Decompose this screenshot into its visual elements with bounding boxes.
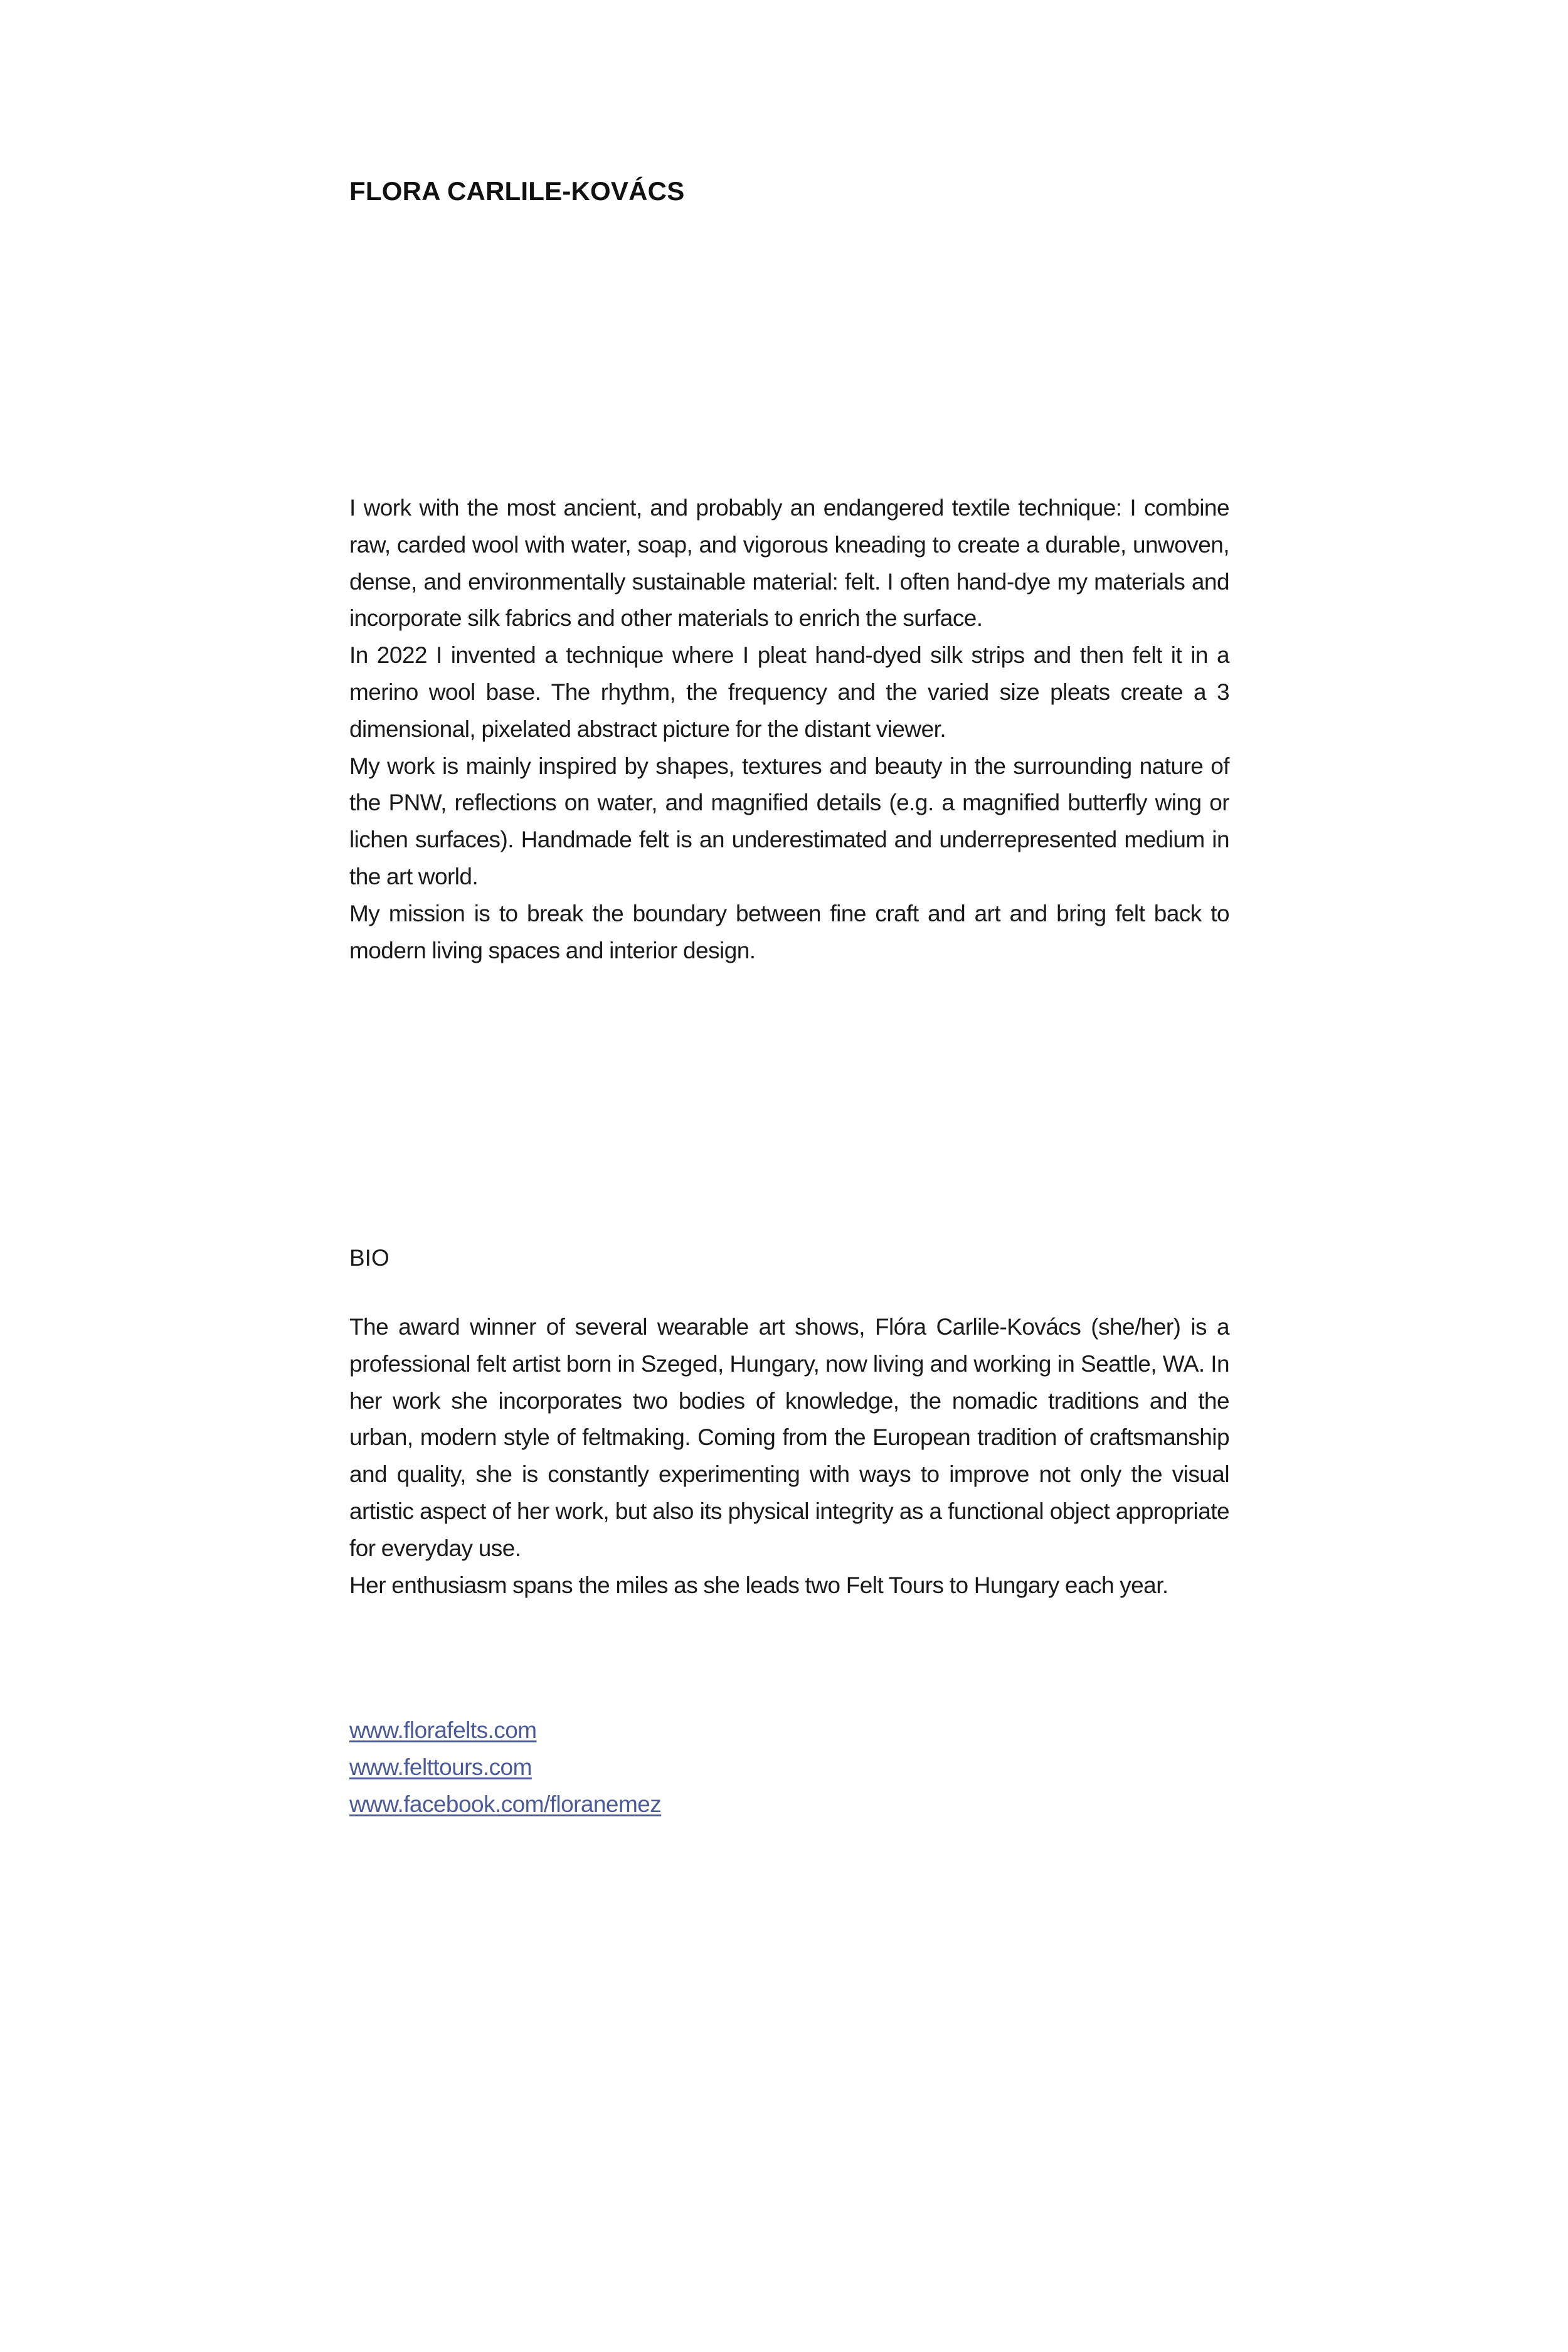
artist-statement	[349, 490, 1229, 969]
bio-section	[349, 1309, 1229, 1604]
link-felttours[interactable]: www.felttours.com	[349, 1754, 532, 1780]
statement-paragraph-1: I work with the most ancient, and probably an endangered textile technique: I combine raw, carded wool with water, soap, and vigorous kneading to create a durable, unwoven, dense, and environmentally sustainable material: felt. I often hand-dye my materials and incorporate silk fabrics and other materials to enrich the surface.	[349, 495, 1229, 632]
link-florafelts[interactable]: www.florafelts.com	[349, 1717, 537, 1743]
artist-name-title: FLORA CARLILE-KOVÁCS	[349, 176, 685, 206]
bio-paragraph-2: Her enthusiasm spans the miles as she leads two Felt Tours to Hungary each year.	[349, 1572, 1168, 1598]
link-facebook[interactable]: www.facebook.com/floranemez	[349, 1791, 662, 1817]
bio-paragraph-1: The award winner of several wearable art shows, Flóra Carlile-Kovács (she/her) is a professional felt artist born in Szeged, Hungary, now living and working in Seattle, WA. In her work she incorporates two bodies of knowledge, the nomadic traditions and the urban, modern style of feltmaking. Coming from the European tradition of craftsmanship and quality, she is constantly experimenting with ways to improve not only the visual artistic aspect of her work, but also its physical integrity as a functional object appropriate for everyday use.	[349, 1314, 1229, 1561]
links-list	[349, 1712, 1229, 1823]
statement-paragraph-2: In 2022 I invented a technique where I pleat hand-dyed silk strips and then felt it in a merino wool base. The rhythm, the frequency and the varied size pleats create a 3 dimensional, pixelated abstract picture for the distant viewer.	[349, 642, 1229, 742]
statement-paragraph-3: My work is mainly inspired by shapes, textures and beauty in the surrounding nature of the PNW, reflections on water, and magnified details (e.g. a magnified butterfly wing or lichen surfaces). Handmade felt is an underestimated and underrepresented medium in the art world.	[349, 753, 1229, 889]
statement-paragraph-4: My mission is to break the boundary between fine craft and art and bring felt back to modern living spaces and interior design.	[349, 900, 1229, 963]
bio-heading: BIO	[349, 1245, 389, 1271]
